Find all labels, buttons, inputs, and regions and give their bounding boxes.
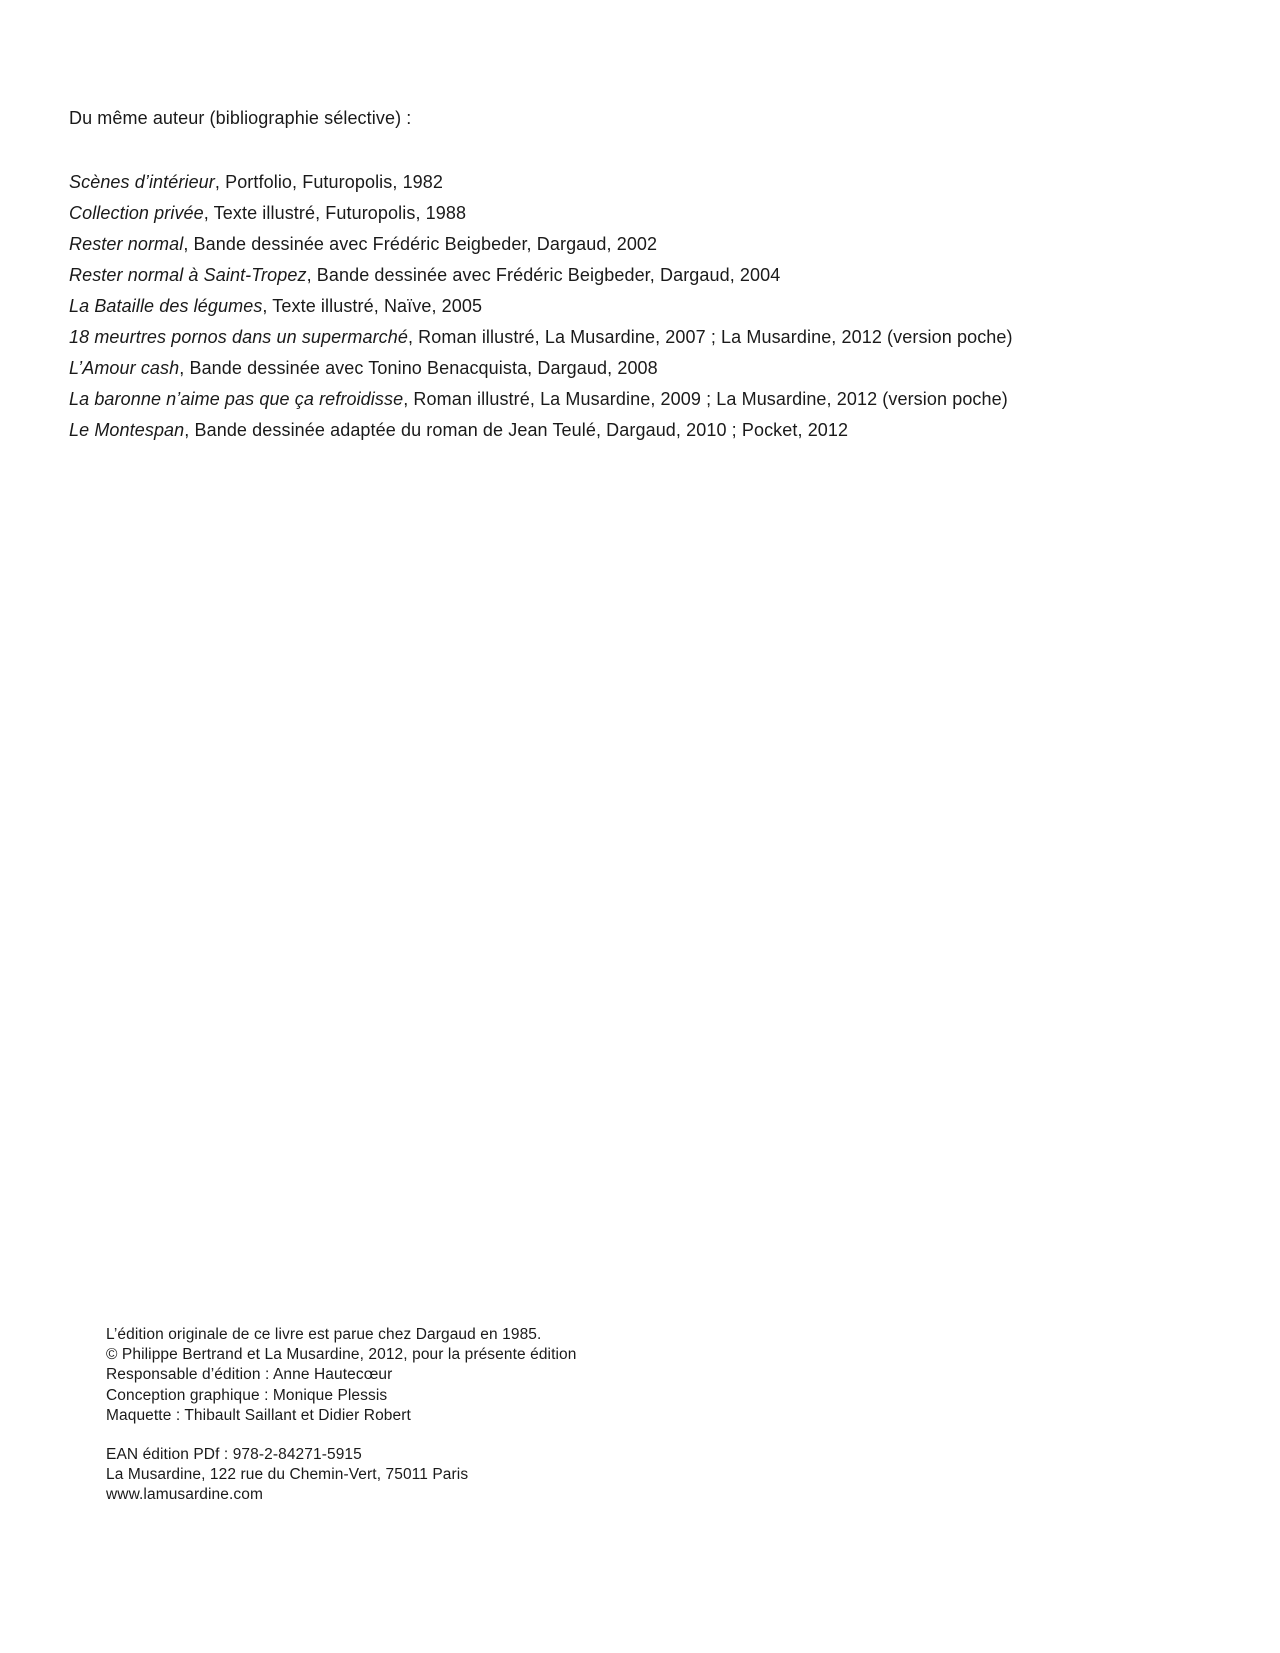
bibliography-entry [69,322,1229,353]
book-details: , Texte illustré, Futuropolis, 1988 [203,203,467,223]
bibliography-section [69,105,1229,446]
bibliography-entry [69,291,1229,322]
book-title: Collection privée [69,203,204,223]
edition-note: L’édition originale de ce livre est parue chez Dargaud en 1985. [106,1326,542,1343]
book-details: , Portfolio, Futuropolis, 1982 [214,172,444,192]
bibliography-entry [69,384,1229,415]
credits-spacer [106,1426,806,1445]
publisher-website: www.lamusardine.com [106,1486,263,1504]
publisher-address: La Musardine, 122 rue du Chemin-Vert, 75011 Paris [106,1466,469,1484]
book-details: , Roman illustré, La Musardine, 2007 ; La Musardine, 2012 (version poche) [407,327,1013,347]
book-details: , Roman illustré, La Musardine, 2009 ; La Musardine, 2012 (version poche) [403,389,1008,409]
book-details: , Texte illustré, Naïve, 2005 [262,296,483,316]
book-details: , Bande dessinée avec Frédéric Beigbeder, Dargaud, 2004 [306,265,781,285]
book-title: La Bataille des légumes [69,296,263,316]
layout-line: Maquette : Thibault Saillant et Didier Robert [106,1406,411,1424]
book-title: Scènes d’intérieur [69,172,215,192]
book-details: , Bande dessinée adaptée du roman de Jean Teulé, Dargaud, 2010 ; Pocket, 2012 [184,420,849,440]
bibliography-entry [69,229,1229,260]
bibliography-entry [69,198,1229,229]
book-title: 18 meurtres pornos dans un supermarché [69,327,408,347]
book-title: L’Amour cash [69,358,180,378]
bibliography-heading: Du même auteur (bibliographie sélective) : [69,108,412,128]
bibliography-entry [69,167,1229,198]
credits-block-publisher [106,1445,806,1506]
bibliography-entry [69,260,1229,291]
copyright-line: © Philippe Bertrand et La Musardine, 2012, pour la présente édition [106,1346,577,1364]
bibliography-entry [69,415,1229,446]
book-title: La baronne n’aime pas que ça refroidisse [69,389,404,409]
book-details: , Bande dessinée avec Tonino Benacquista, Dargaud, 2008 [179,358,658,378]
credits-section [106,1325,806,1506]
credits-block-edition [106,1325,806,1426]
design-line: Conception graphique : Monique Plessis [106,1386,388,1404]
book-details: , Bande dessinée avec Frédéric Beigbeder, Dargaud, 2002 [183,234,658,254]
book-title: Le Montespan [69,420,185,440]
book-title: Rester normal [69,234,184,254]
ean-line: EAN édition PDf : 978-2-84271-5915 [106,1446,362,1464]
book-title: Rester normal à Saint-Tropez [69,265,307,285]
editor-line: Responsable d’édition : Anne Hautecœur [106,1366,393,1384]
bibliography-entry [69,353,1229,384]
bibliography-list [69,167,1229,446]
